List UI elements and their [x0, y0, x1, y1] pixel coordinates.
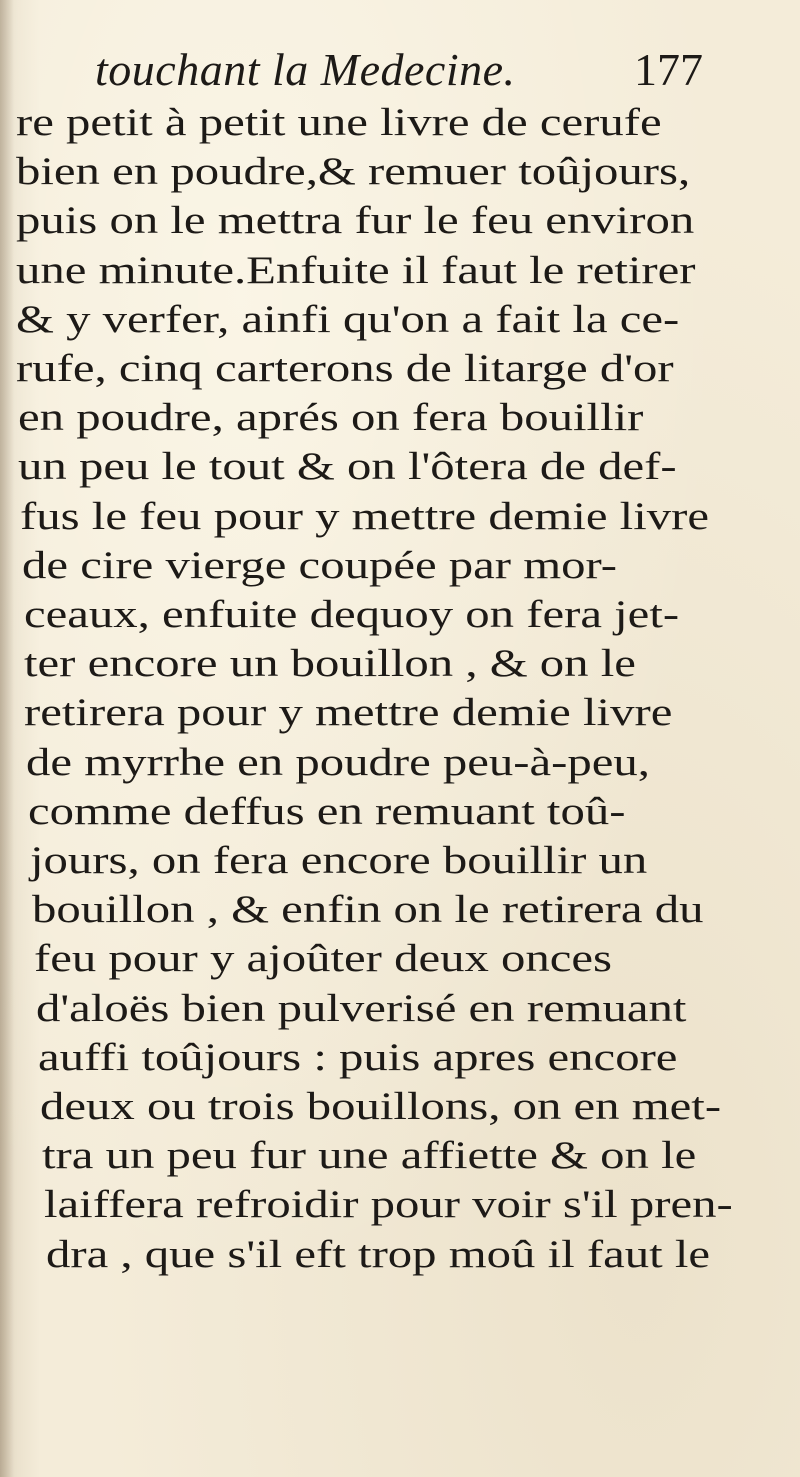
- text-line: comme deffus en remuant toû-: [28, 789, 626, 833]
- text-line: jours, on fera encore bouillir un: [30, 839, 648, 882]
- text-line: une minute.Enfuite il faut le retirer: [16, 248, 696, 292]
- text-line: & y verfer, ainfi qu'on a fait la ce-: [16, 297, 680, 341]
- text-line: tra un peu fur une affiette & on le: [42, 1134, 697, 1178]
- text-line: feu pour y ajoûter deux onces: [34, 937, 613, 981]
- text-line: rufe, cinq carterons de litarge d'or: [16, 347, 674, 390]
- running-head: [0, 42, 800, 98]
- text-line: de myrrhe en poudre peu-à-peu,: [26, 740, 651, 784]
- text-line: ceaux, enfuite dequoy on fera jet-: [24, 593, 680, 636]
- text-line: en poudre, aprés on fera bouillir: [18, 396, 644, 440]
- text-line: re petit à petit une livre de cerufe: [16, 101, 662, 144]
- text-line: ter encore un bouillon , & on le: [24, 642, 636, 686]
- text-line: puis on le mettra fur le feu environ: [16, 199, 695, 243]
- text-line: laiffera refroidir pour voir s'il pren-: [44, 1183, 733, 1227]
- text-line: de cire vierge coupée par mor-: [22, 543, 617, 587]
- text-line: fus le feu pour y mettre demie livre: [20, 494, 710, 538]
- text-line: retirera pour y mettre demie livre: [24, 691, 673, 735]
- running-title: touchant la Medecine.: [95, 44, 516, 95]
- page-number: 177: [634, 44, 703, 95]
- text-line: dra , que s'il eft trop moû il faut le: [46, 1232, 711, 1276]
- page-gutter-shadow: [0, 0, 14, 1477]
- text-line: bouillon , & enfin on le retirera du: [32, 888, 704, 932]
- text-line: deux ou trois bouillons, on en met-: [40, 1085, 722, 1128]
- text-line: d'aloës bien pulverisé en remuant: [36, 986, 687, 1030]
- text-line: bien en poudre,& remuer toûjours,: [16, 150, 691, 194]
- text-line: un peu le tout & on l'ôtera de def-: [18, 445, 677, 489]
- text-line: auffi toûjours : puis apres encore: [38, 1035, 678, 1079]
